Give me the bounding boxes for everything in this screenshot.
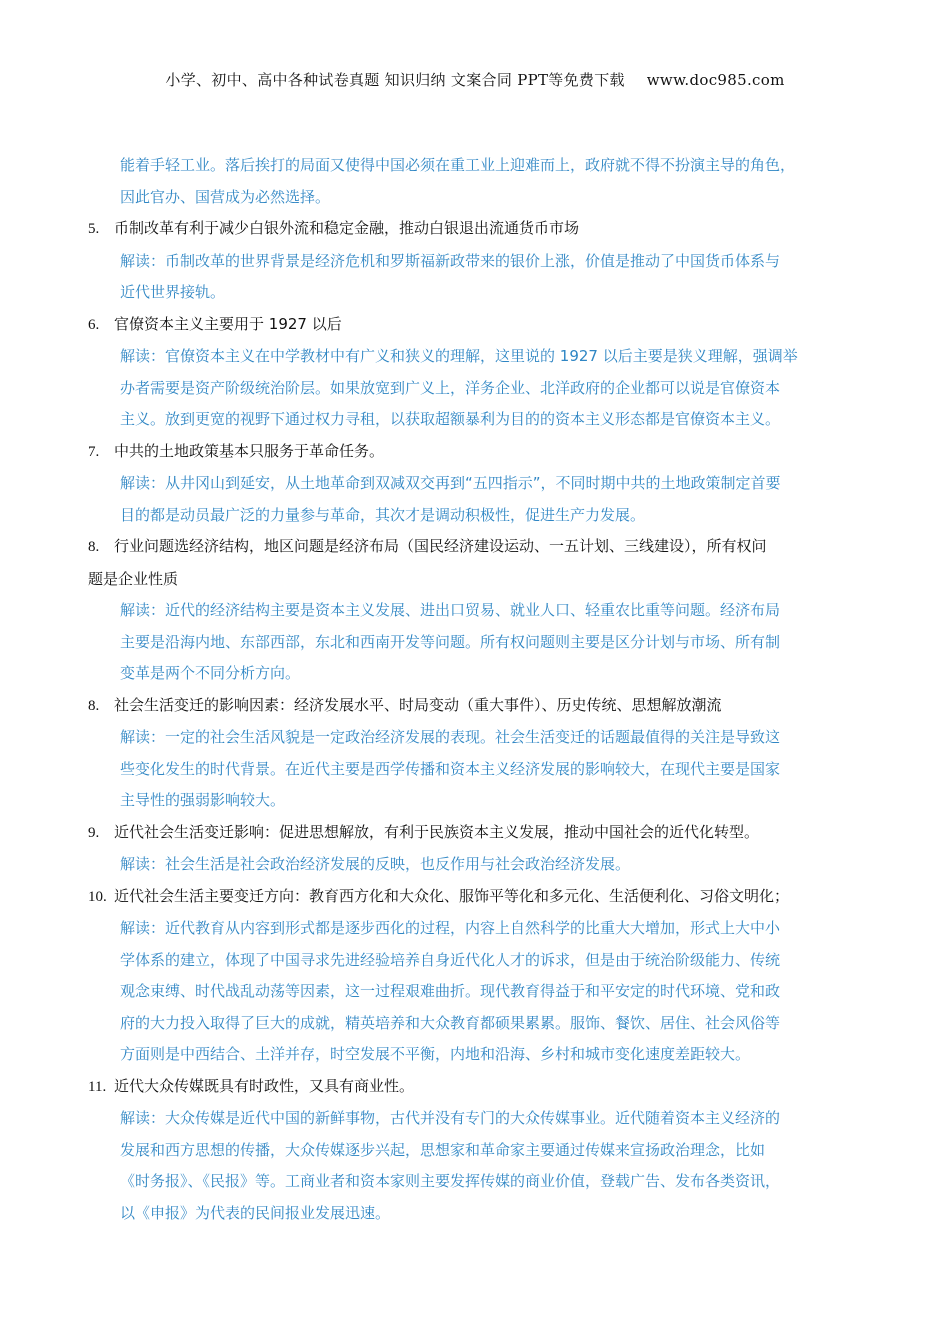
point-item — [88, 436, 878, 469]
item-number: 10. — [88, 888, 107, 905]
point-item — [88, 817, 878, 850]
reading-line: 府的大力投入取得了巨大的成就，精英培养和大众教育都硕果累累。服饰、餐饮、居住、社会风俗等 — [120, 1013, 781, 1032]
point-item — [88, 213, 878, 246]
item-text: 官僚资本主义主要用于 1927 以后 — [114, 314, 342, 333]
item-number: 11. — [88, 1078, 107, 1095]
item-number: 6. — [88, 316, 100, 333]
reading-line: 解读：大众传媒是近代中国的新鲜事物，古代并没有专门的大众传媒事业。近代随着资本主义经济的 — [120, 1109, 781, 1127]
reading-line: 以《申报》为代表的民间报业发展迅速。 — [120, 1203, 391, 1222]
item-text: 近代大众传媒既具有时政性，又具有商业性。 — [114, 1076, 415, 1095]
reading-line: 因此官办、国营成为必然选择。 — [120, 187, 331, 206]
reading-line: 能着手轻工业。落后挨打的局面又使得中国必须在重工业上迎难而上，政府就不得不扮演主导的角色， — [120, 156, 796, 174]
reading-line: 目的都是动员最广泛的力量参与革命，其次才是调动积极性，促进生产力发展。 — [120, 505, 646, 524]
point-item — [88, 690, 878, 723]
reading-line: 变革是两个不同分析方向。 — [120, 664, 301, 682]
point-item — [88, 531, 878, 564]
document-body — [88, 150, 878, 1229]
point-item — [88, 1071, 878, 1104]
reading-line: 学体系的建立，体现了中国寻求先进经验培养自身近代化人才的诉求，但是由于统治阶级能力、传统 — [120, 950, 781, 969]
item-text: 行业问题选经济结构，地区问题是经济布局（国民经济建设运动、一五计划、三线建设），所有权问 — [114, 537, 767, 555]
reading-line: 解读：近代的经济结构主要是资本主义发展、进出口贸易、就业人口、轻重农比重等问题。经济布局 — [120, 601, 781, 619]
reading-line: 近代世界接轨。 — [120, 283, 226, 301]
item-number: 7. — [88, 443, 100, 460]
item-number: 8. — [88, 697, 100, 714]
item-text: 币制改革有利于减少白银外流和稳定金融，推动白银退出流通货币市场 — [114, 219, 580, 237]
reading-line: 观念束缚、时代战乱动荡等因素，这一过程艰难曲折。现代教育得益于和平安定的时代环境、党和政 — [120, 982, 781, 1000]
reading-line: 方面则是中西结合、土洋并存，时空发展不平衡，内地和沿海、乡村和城市变化速度差距较大。 — [120, 1045, 751, 1063]
reading-line: 解读：近代教育从内容到形式都是逐步西化的过程，内容上自然科学的比重大大增加，形式上大中小 — [120, 919, 781, 937]
header-text: 小学、初中、高中各种试卷真题 知识归纳 文案合同 PPT等免费下载 — [165, 71, 625, 89]
reading-line: 主导性的强弱影响较大。 — [120, 791, 286, 809]
reading-line: 解读：币制改革的世界背景是经济危机和罗斯福新政带来的银价上涨，价值是推动了中国货币体系与 — [120, 251, 781, 270]
reading-line: 解读：官僚资本主义在中学教材中有广义和狭义的理解，这里说的 1927 以后主要是狭义理解，强调举 — [120, 347, 798, 365]
reading-line: 解读：从井冈山到延安，从土地革命到双减双交再到“五四指示”，不同时期中共的土地政策制定首要 — [120, 474, 781, 492]
item-text: 社会生活变迁的影响因素：经济发展水平、时局变动（重大事件）、历史传统、思想解放潮流 — [114, 695, 722, 714]
item-number: 5. — [88, 221, 100, 237]
page-header — [0, 69, 950, 90]
point-item — [88, 309, 878, 342]
reading-line: 办者需要是资产阶级统治阶层。如果放宽到广义上，洋务企业、北洋政府的企业都可以说是官僚资本 — [120, 378, 781, 397]
reading-line: 解读：社会生活是社会政治经济发展的反映，也反作用与社会政治经济发展。 — [120, 855, 631, 873]
item-number: 8. — [88, 539, 100, 555]
header-url[interactable]: www.doc985.com — [646, 71, 785, 89]
reading-line: 主义。放到更宽的视野下通过权力寻租，以获取超额暴利为目的的资本主义形态都是官僚资本主义。 — [120, 410, 781, 428]
item-number: 9. — [88, 824, 100, 841]
item-text: 中共的土地政策基本只服务于革命任务。 — [114, 441, 385, 460]
reading-line: 些变化发生的时代背景。在近代主要是西学传播和资本主义经济发展的影响较大，在现代主要是国家 — [120, 759, 781, 778]
item-text: 近代社会生活主要变迁方向：教育西方化和大众化、服饰平等化和多元化、生活便利化、习俗文明化； — [114, 886, 790, 905]
reading-line: 《时务报》、《民报》等。工商业者和资本家则主要发挥传媒的商业价值，登载广告、发布各类资讯， — [120, 1172, 781, 1190]
point-item — [88, 881, 878, 914]
reading-line: 解读：一定的社会生活风貌是一定政治经济发展的表现。社会生活变迁的话题最值得的关注是导致这 — [120, 728, 781, 746]
point-item-continuation: 题是企业性质 — [88, 569, 179, 588]
item-text: 近代社会生活变迁影响：促进思想解放，有利于民族资本主义发展，推动中国社会的近代化转型。 — [114, 822, 760, 841]
reading-line: 主要是沿海内地、东部西部，东北和西南开发等问题。所有权问题则主要是区分计划与市场、所有制 — [120, 632, 781, 651]
reading-line: 发展和西方思想的传播，大众传媒逐步兴起，思想家和革命家主要通过传媒来宣扬政治理念，比如 — [120, 1140, 766, 1159]
